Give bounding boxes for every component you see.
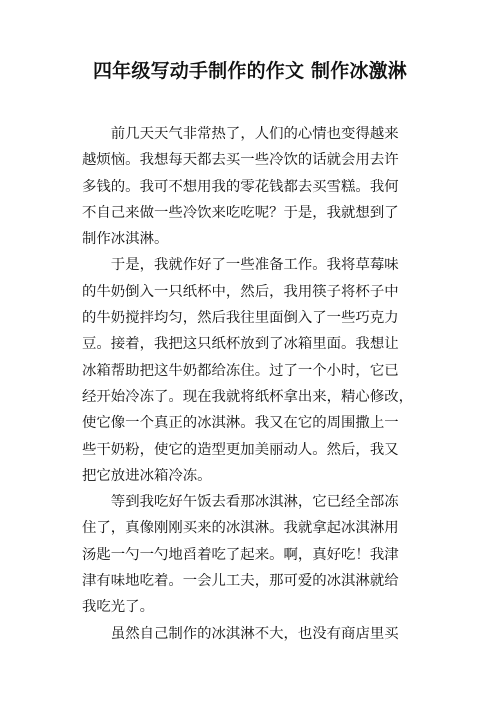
paragraph-4	[82, 621, 424, 647]
text-line: 前几天天气非常热了，人们的心情也变得越来	[110, 126, 399, 142]
text-line: 汤匙一勺一勺地舀着吃了起来。啊，真好吃！我津	[82, 546, 399, 563]
text-line: 冰箱帮助把这牛奶都给冻住。过了一个小时，它已	[82, 362, 399, 379]
document-body	[82, 121, 424, 647]
text-line: 的牛奶搅拌均匀，然后我往里面倒入了一些巧克力	[82, 310, 399, 327]
text-line: 虽然自己制作的冰淇淋不大，也没有商店里买	[110, 625, 399, 642]
text-line: 把它放进冰箱冷冻。	[82, 467, 212, 484]
paragraph-3	[82, 489, 424, 620]
text-line: 些干奶粉，使它的造型更加美丽动人。然后，我又	[82, 441, 399, 458]
text-line: 多钱的。我可不想用我的零花钱都去买雪糕。我何	[82, 178, 399, 195]
text-line: 制作冰淇淋。	[82, 231, 169, 248]
text-line: 等到我吃好午饭去看那冰淇淋，它已经全部冻	[110, 494, 399, 511]
text-line: 的牛奶倒入一只纸杯中，然后，我用筷子将杯子中	[82, 283, 399, 300]
text-line: 不自己来做一些冷饮来吃吃呢？于是，我就想到了	[82, 204, 399, 221]
text-line: 津有味地吃着。一会儿工夫，那可爱的冰淇淋就给	[82, 573, 399, 590]
text-line: 使它像一个真正的冰淇淋。我又在它的周围撒上一	[82, 415, 399, 432]
text-line: 我吃光了。	[82, 599, 154, 616]
text-line: 于是，我就作好了一些准备工作。我将草莓味	[110, 257, 399, 274]
paragraph-2	[82, 252, 424, 489]
paragraph-1	[82, 121, 424, 252]
text-line: 住了，真像刚刚买来的冰淇淋。我就拿起冰淇淋用	[82, 520, 399, 537]
document-title: 四年级写动手制作的作文 制作冰激淋	[92, 60, 408, 82]
text-line: 豆。接着，我把这只纸杯放到了冰箱里面。我想让	[82, 336, 399, 353]
text-line: 越烦恼。我想每天都去买一些冷饮的话就会用去许	[82, 152, 399, 169]
text-line: 经开始冷冻了。现在我就将纸杯拿出来，精心修改，	[82, 388, 413, 405]
